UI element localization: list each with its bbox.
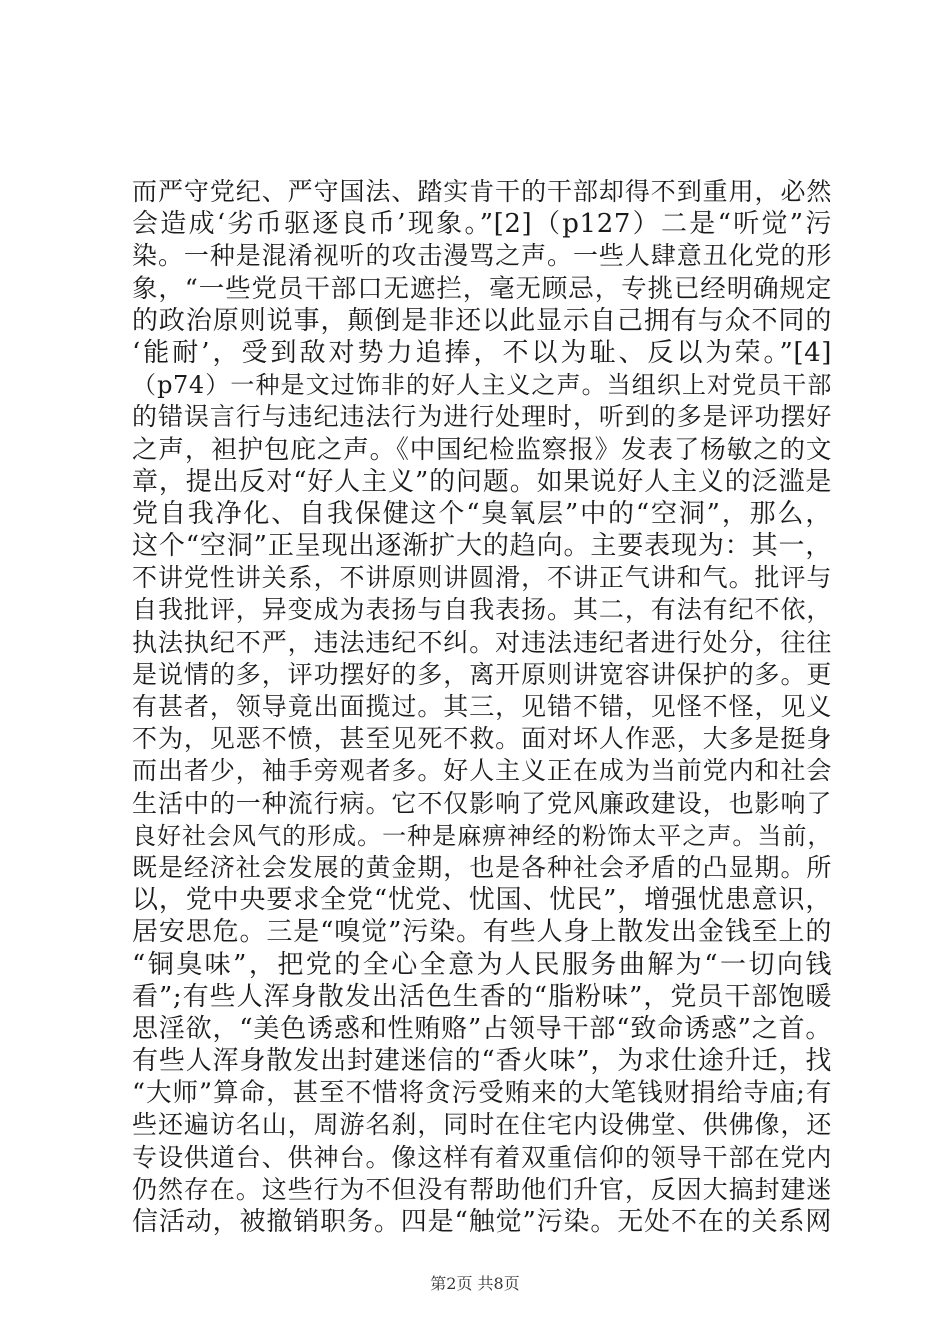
text-line: 专设供道台、供神台。像这样有着双重信仰的领导干部在党内: [132, 1142, 832, 1172]
text-line: 有甚者，领导竟出面揽过。其三，见错不错，见怪不怪，见义: [132, 692, 832, 721]
text-line: 会造成‘劣币驱逐良币’现象。”[2]（p127）二是“听觉”污: [132, 209, 832, 240]
text-line: 这个“空洞”正呈现出逐渐扩大的趋向。主要表现为：其一，: [132, 531, 832, 562]
text-line: 之声，袒护包庇之声。《中国纪检监察报》发表了杨敏之的文: [132, 434, 832, 465]
text-line: 不为，见恶不愤，甚至见死不救。面对坏人作恶，大多是挺身: [132, 724, 832, 754]
text-line: 有些人浑身散发出封建迷信的“香火味”，为求仕途升迁，找: [132, 1046, 832, 1077]
text-line: 些还遍访名山，周游名刹，同时在住宅内设佛堂、供佛像，还: [132, 1110, 832, 1140]
text-line: 的错误言行与违纪违法行为进行处理时，听到的多是评功摆好: [132, 402, 832, 432]
text-line: 看”;有些人浑身散发出活色生香的“脂粉味”，党员干部饱暖: [132, 981, 832, 1012]
text-line: ‘能耐’，受到敌对势力追捧，不以为耻、反以为荣。”[4]: [132, 337, 832, 368]
text-line: 染。一种是混淆视听的攻击漫骂之声。一些人肆意丑化党的形: [132, 241, 832, 271]
text-line: 而严守党纪、严守国法、踏实肯干的干部却得不到重用，必然: [132, 177, 832, 206]
text-line: 自我批评，异变成为表扬与自我表扬。其二，有法有纪不依，: [132, 595, 832, 625]
text-line: 仍然存在。这些行为不但没有帮助他们升官，反因大搞封建迷: [132, 1174, 832, 1204]
page-footer: 第2页 共8页: [430, 1274, 520, 1293]
text-line: 象，“一些党员干部口无遮拦，毫无顾忌，专挑已经明确规定: [132, 273, 832, 304]
text-line: 执法执纪不严，违法违纪不纠。对违法违纪者进行处分，往往: [132, 627, 832, 657]
text-line: 既是经济社会发展的黄金期，也是各种社会矛盾的凸显期。所: [132, 852, 832, 882]
text-line: 信活动，被撤销职务。四是“触觉”污染。无处不在的关系网: [132, 1207, 832, 1237]
text-line: 而出者少，袖手旁观者多。好人主义正在成为当前党内和社会: [132, 756, 832, 786]
text-line: 思淫欲，“美色诱惑和性贿赂”占领导干部“致命诱惑”之首。: [132, 1013, 832, 1044]
text-line: 是说情的多，评功摆好的多，离开原则讲宽容讲保护的多。更: [132, 659, 832, 689]
text-line: 章，提出反对“好人主义”的问题。如果说好人主义的泛滥是: [132, 466, 832, 497]
text-line: 良好社会风气的形成。一种是麻痹神经的粉饰太平之声。当前，: [132, 821, 832, 850]
text-line: 居安思危。三是“嗅觉”污染。有些人身上散发出金钱至上的: [132, 917, 832, 948]
text-line: “铜臭味”，把党的全心全意为人民服务曲解为“一切向钱: [132, 949, 832, 980]
text-line: 的政治原则说事，颠倒是非还以此显示自己拥有与众不同的: [132, 305, 832, 336]
text-line: 不讲党性讲关系，不讲原则讲圆滑，不讲正气讲和气。批评与: [132, 563, 832, 593]
text-line: （p74）一种是文过饰非的好人主义之声。当组织上对党员干部: [132, 371, 832, 400]
text-line: “大师”算命，甚至不惜将贪污受贿来的大笔钱财捐给寺庙;有: [132, 1078, 832, 1109]
body-text: [132, 176, 832, 1238]
text-line: 以，党中央要求全党“忧党、忧国、忧民”，增强忧患意识，: [132, 885, 832, 916]
text-line: 党自我净化、自我保健这个“臭氧层”中的“空洞”，那么，: [132, 498, 832, 529]
text-line: 生活中的一种流行病。它不仅影响了党风廉政建设，也影响了: [132, 788, 832, 818]
